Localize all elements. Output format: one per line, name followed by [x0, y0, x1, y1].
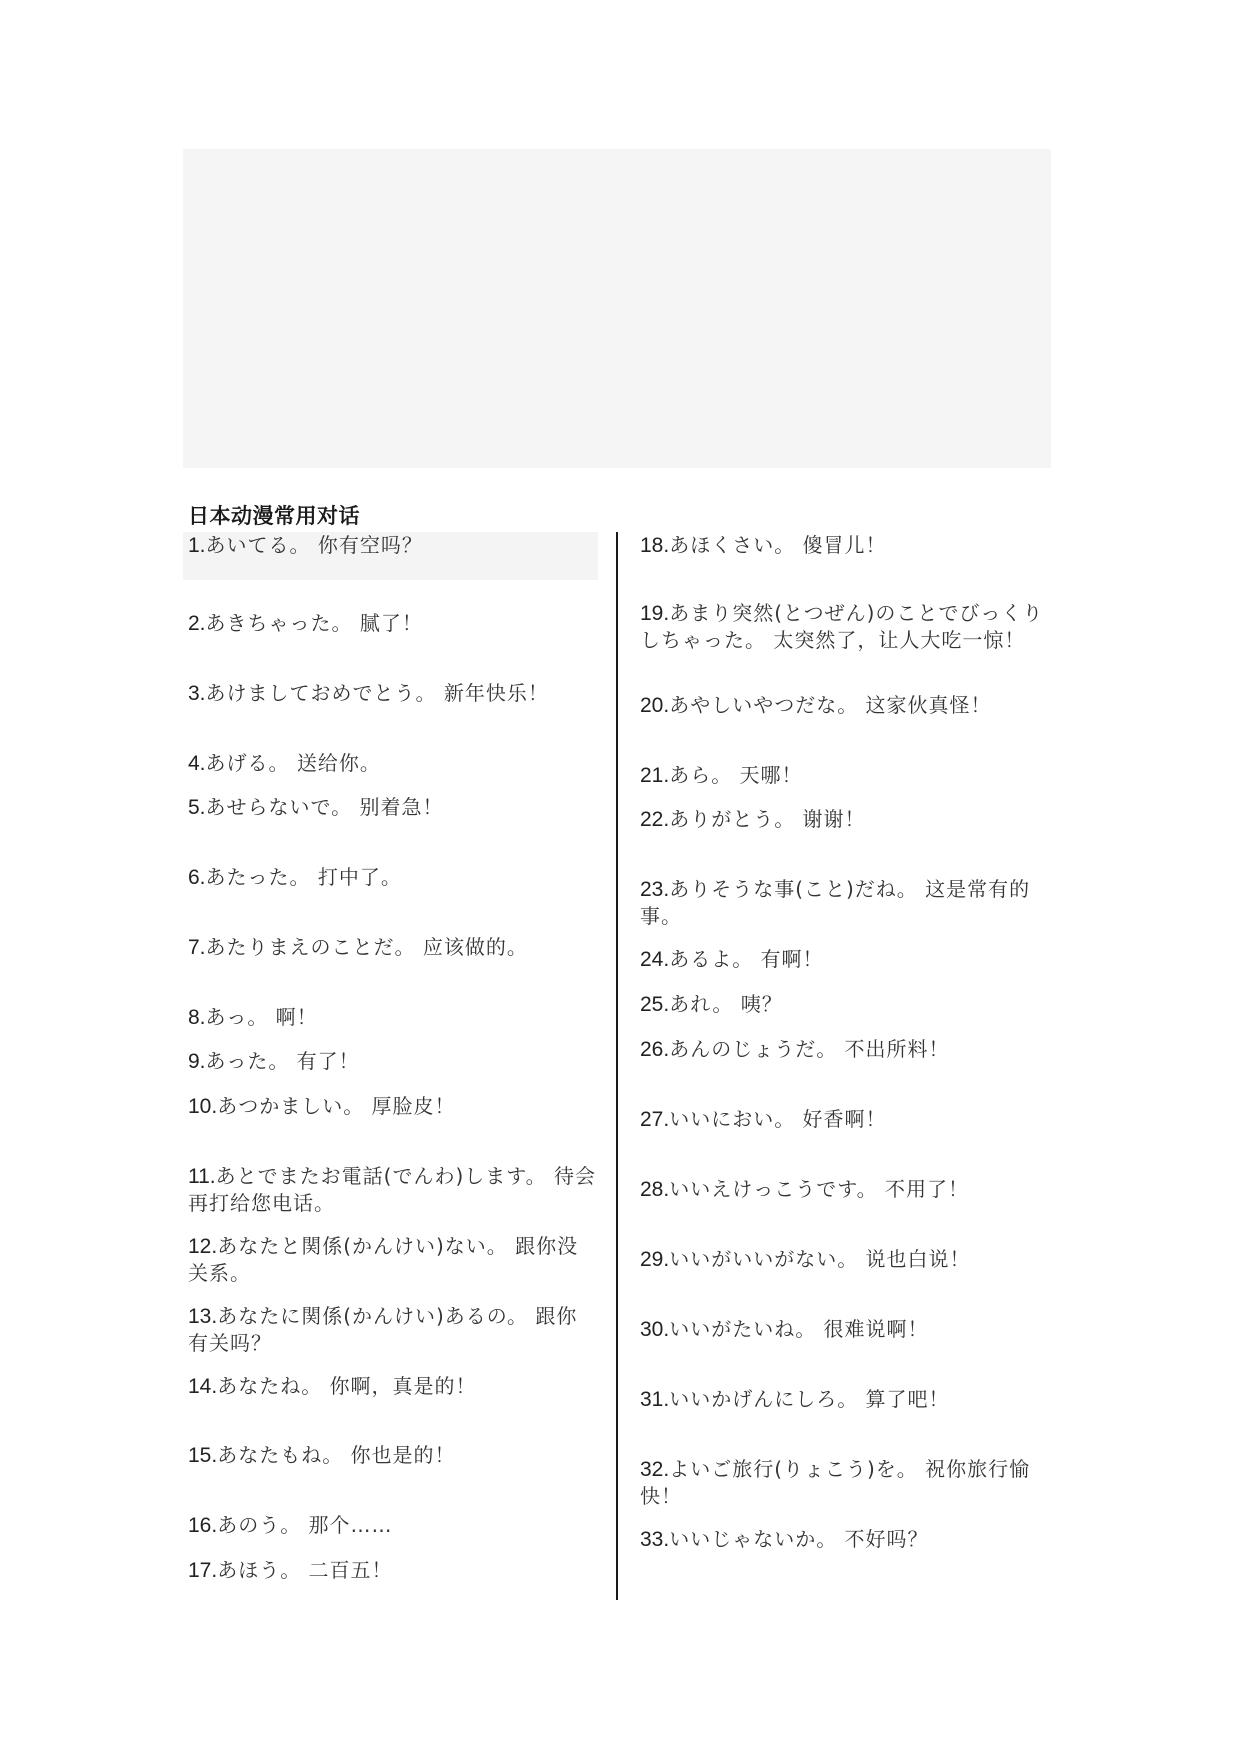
phrase-entry: 7.あたりまえのことだ。 应该做的。 — [188, 935, 528, 959]
phrase-entry: 12.あなたと関係(かんけい)ない。 跟你没关系。 — [188, 1234, 579, 1285]
phrase-entry: 1.あいてる。 你有空吗？ — [188, 533, 423, 557]
phrase-entry: 14.あなたね。 你啊，真是的！ — [188, 1374, 477, 1398]
phrase-entry: 24.あるよ。 有啊！ — [640, 947, 824, 971]
phrase-entry: 21.あら。 天哪！ — [640, 763, 803, 787]
phrase-entry: 26.あんのじょうだ。 不出所料！ — [640, 1037, 950, 1061]
phrase-entry: 18.あほくさい。 傻冒儿！ — [640, 533, 887, 557]
phrase-entry: 5.あせらないで。 别着急！ — [188, 795, 444, 819]
phrase-entry: 20.あやしいやつだな。 这家伙真怪！ — [640, 693, 992, 717]
phrase-entry: 16.あのう。 那个…… — [188, 1513, 393, 1537]
phrase-entry: 3.あけましておめでとう。 新年快乐！ — [188, 681, 549, 705]
phrase-entry: 10.あつかましい。 厚脸皮！ — [188, 1094, 456, 1118]
phrase-entry: 27.いいにおい。 好香啊！ — [640, 1107, 887, 1131]
phrase-entry: 19.あまり突然(とつぜん)のことでびっくりしちゃった。 太突然了，让人大吃一惊！ — [640, 601, 1044, 652]
banner-placeholder — [183, 149, 1051, 468]
phrase-entry: 28.いいえけっこうです。 不用了！ — [640, 1177, 969, 1201]
column-divider — [616, 532, 618, 1600]
phrase-entry: 22.ありがとう。 谢谢！ — [640, 807, 866, 831]
phrase-entry: 8.あっ。 啊！ — [188, 1005, 318, 1029]
phrase-entry: 33.いいじゃないか。 不好吗？ — [640, 1527, 929, 1551]
phrase-entry: 23.ありそうな事(こと)だね。 这是常有的事。 — [640, 877, 1031, 928]
phrase-entry: 29.いいがいいがない。 说也白说！ — [640, 1247, 971, 1271]
phrase-entry: 13.あなたに関係(かんけい)あるの。 跟你有关吗？ — [188, 1304, 578, 1355]
phrase-entry: 11.あとでまたお電話(でんわ)します。 待会再打给您电话。 — [188, 1164, 597, 1215]
document-title: 日本动漫常用对话 — [188, 504, 360, 528]
phrase-entry: 17.あほう。 二百五！ — [188, 1558, 393, 1582]
phrase-entry: 4.あげる。 送给你。 — [188, 751, 381, 775]
phrase-entry: 31.いいかげんにしろ。 算了吧！ — [640, 1387, 950, 1411]
phrase-entry: 2.あきちゃった。 腻了！ — [188, 611, 423, 635]
phrase-entry: 30.いいがたいね。 很难说啊！ — [640, 1317, 929, 1341]
phrase-entry: 25.あれ。 咦？ — [640, 992, 783, 1016]
phrase-entry: 9.あった。 有了！ — [188, 1049, 360, 1073]
phrase-entry: 15.あなたもね。 你也是的！ — [188, 1443, 456, 1467]
phrase-entry: 32.よいご旅行(りょこう)を。 祝你旅行愉快！ — [640, 1457, 1031, 1508]
phrase-entry: 6.あたった。 打中了。 — [188, 865, 402, 889]
